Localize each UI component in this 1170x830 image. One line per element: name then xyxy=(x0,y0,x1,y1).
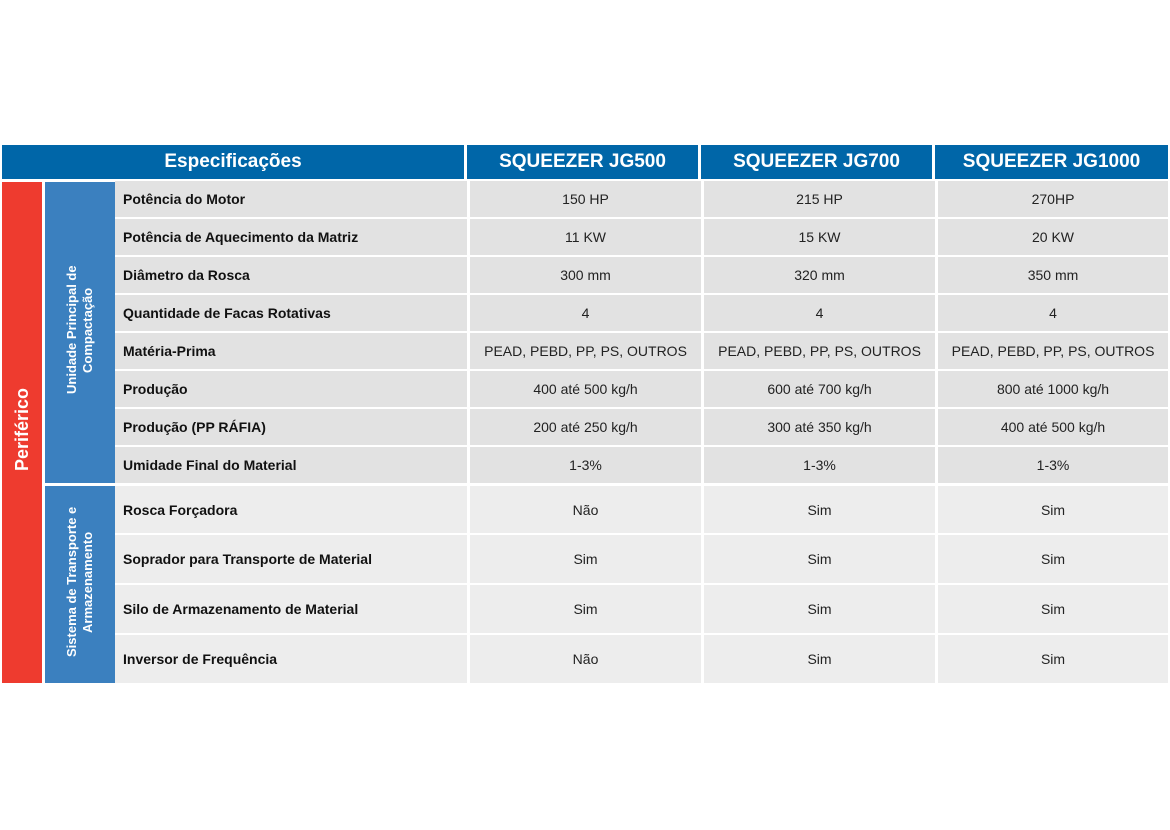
cell-value: Sim xyxy=(701,483,935,533)
cell-value: 320 mm xyxy=(701,255,935,293)
table-row xyxy=(2,293,1168,331)
group2-label: Sistema de Transporte e Armazenamento xyxy=(64,506,95,658)
cell-value: 200 até 250 kg/h xyxy=(467,407,701,445)
table-row xyxy=(2,331,1168,369)
row-label: Inversor de Frequência xyxy=(115,633,467,683)
cell-value: PEAD, PEBD, PP, PS, OUTROS xyxy=(467,331,701,369)
specifications-table xyxy=(2,145,1168,683)
cell-value: 4 xyxy=(467,293,701,331)
cell-value: 300 até 350 kg/h xyxy=(701,407,935,445)
cell-value: 270HP xyxy=(935,179,1168,217)
cell-value: 400 até 500 kg/h xyxy=(467,369,701,407)
table-row xyxy=(2,533,1168,583)
table-row xyxy=(2,583,1168,633)
table-row xyxy=(2,255,1168,293)
cell-value: Sim xyxy=(701,533,935,583)
header-model-jg1000: SQUEEZER JG1000 xyxy=(935,145,1168,179)
cell-value: Sim xyxy=(467,583,701,633)
cell-value: 215 HP xyxy=(701,179,935,217)
group1-label: Unidade Principal de Compactação xyxy=(64,265,95,395)
cell-value: 1-3% xyxy=(467,445,701,483)
side-label-periferico xyxy=(2,179,42,683)
cell-value: 600 até 700 kg/h xyxy=(701,369,935,407)
cell-value: Sim xyxy=(701,633,935,683)
row-label: Produção (PP RÁFIA) xyxy=(115,407,467,445)
row-label: Umidade Final do Material xyxy=(115,445,467,483)
cell-value: Sim xyxy=(467,533,701,583)
row-label: Matéria-Prima xyxy=(115,331,467,369)
cell-value: 1-3% xyxy=(935,445,1168,483)
table-row xyxy=(2,445,1168,483)
header-row xyxy=(2,145,1168,179)
table-row xyxy=(2,483,1168,533)
row-label: Rosca Forçadora xyxy=(115,483,467,533)
cell-value: Sim xyxy=(701,583,935,633)
cell-value: PEAD, PEBD, PP, PS, OUTROS xyxy=(935,331,1168,369)
cell-value: 400 até 500 kg/h xyxy=(935,407,1168,445)
row-label: Soprador para Transporte de Material xyxy=(115,533,467,583)
row-label: Silo de Armazenamento de Material xyxy=(115,583,467,633)
cell-value: 11 KW xyxy=(467,217,701,255)
header-specifications: Especificações xyxy=(2,145,467,179)
cell-value: 150 HP xyxy=(467,179,701,217)
cell-value: Sim xyxy=(935,533,1168,583)
header-model-jg500: SQUEEZER JG500 xyxy=(467,145,701,179)
row-label: Quantidade de Facas Rotativas xyxy=(115,293,467,331)
cell-value: 15 KW xyxy=(701,217,935,255)
table-row xyxy=(2,369,1168,407)
cell-value: 350 mm xyxy=(935,255,1168,293)
cell-value: 4 xyxy=(935,293,1168,331)
header-model-jg700: SQUEEZER JG700 xyxy=(701,145,935,179)
periferico-label: Periférico xyxy=(11,388,32,472)
side-label-group2 xyxy=(42,483,115,683)
cell-value: 300 mm xyxy=(467,255,701,293)
cell-value: 1-3% xyxy=(701,445,935,483)
cell-value: Não xyxy=(467,633,701,683)
table-row xyxy=(2,633,1168,683)
table-row xyxy=(2,217,1168,255)
row-label: Potência do Motor xyxy=(115,179,467,217)
cell-value: Sim xyxy=(935,633,1168,683)
row-label: Produção xyxy=(115,369,467,407)
table-row xyxy=(2,407,1168,445)
row-label: Diâmetro da Rosca xyxy=(115,255,467,293)
cell-value: PEAD, PEBD, PP, PS, OUTROS xyxy=(701,331,935,369)
cell-value: Sim xyxy=(935,483,1168,533)
cell-value: Não xyxy=(467,483,701,533)
table-row xyxy=(2,179,1168,217)
cell-value: 800 até 1000 kg/h xyxy=(935,369,1168,407)
row-label: Potência de Aquecimento da Matriz xyxy=(115,217,467,255)
cell-value: 20 KW xyxy=(935,217,1168,255)
side-label-group1 xyxy=(42,179,115,483)
cell-value: Sim xyxy=(935,583,1168,633)
cell-value: 4 xyxy=(701,293,935,331)
